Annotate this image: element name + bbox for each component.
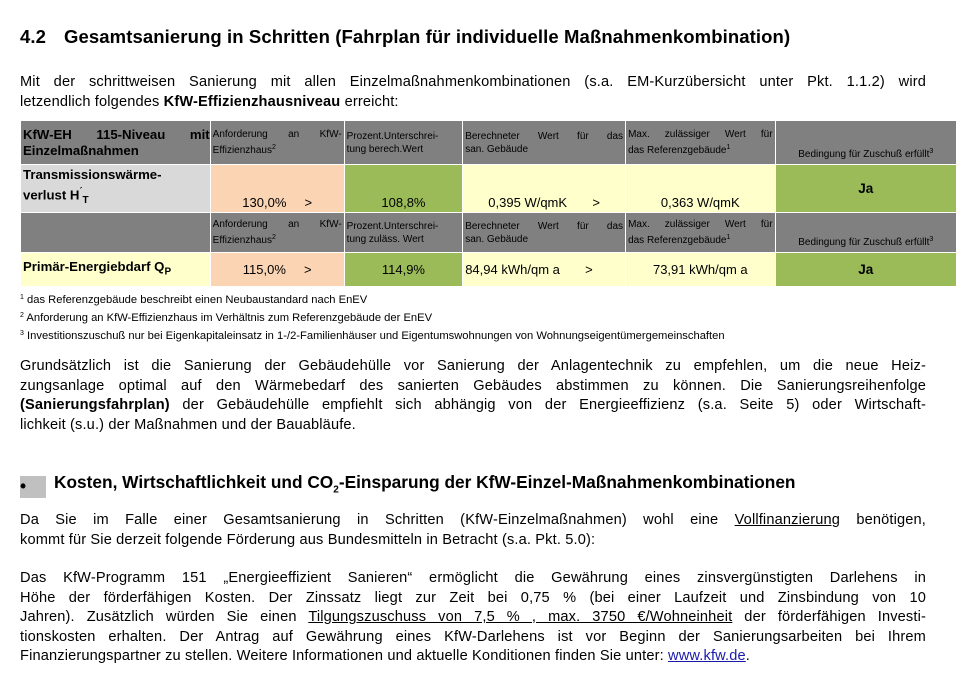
subheader-requirement-line1: Anforderung an KfW- bbox=[212, 219, 342, 230]
para3-text-end: benötigen, bbox=[840, 512, 927, 528]
co2-subscript: 2 bbox=[333, 484, 339, 496]
operator: > bbox=[304, 195, 313, 210]
cell-requirement bbox=[210, 165, 344, 213]
subheader-percent-line1: Prozent.Unterschrei- bbox=[346, 220, 439, 232]
header-max-text: das Referenzgebäude bbox=[628, 145, 727, 156]
footnote-3 bbox=[20, 326, 725, 344]
intro-line-1: Mit der schrittweisen Sanierung mit allen Einzelmaßnahmenkombinationen (s.a. EM-Kurzübersicht unter Pkt. 1.1.2) wird bbox=[20, 74, 926, 90]
footnotes bbox=[20, 290, 725, 344]
para4-text: Jahren). Zusätzlich würden Sie einen bbox=[20, 609, 309, 625]
footnote-mark: 2 bbox=[271, 144, 276, 151]
subheader-requirement bbox=[210, 213, 344, 253]
kfw-efficiency-table bbox=[20, 120, 957, 287]
row-label-sup: ´ bbox=[79, 186, 83, 197]
subheader-requirement-line2 bbox=[213, 231, 342, 247]
header-condition-text: Bedingung für Zuschuß erfüllt bbox=[798, 149, 930, 160]
subheader-condition-text: Bedingung für Zuschuß erfüllt bbox=[798, 237, 930, 248]
kfw-website-link[interactable]: www.kfw.de bbox=[668, 648, 746, 664]
cell-calculated-2 bbox=[463, 253, 626, 287]
footnote-2 bbox=[20, 308, 725, 326]
row-label-line1: Transmissionswärme- bbox=[23, 167, 162, 183]
para4-line-3 bbox=[20, 608, 926, 628]
cell-max: 0,363 W/qmK bbox=[626, 165, 775, 213]
cell-max-2: 73,91 kWh/qm a bbox=[626, 253, 775, 287]
header-percent-line2: tung berech.Wert bbox=[346, 143, 424, 155]
header-max-line2 bbox=[628, 141, 772, 157]
row2-label-sub: P bbox=[164, 266, 172, 278]
cell-condition: Ja bbox=[775, 165, 956, 213]
footnote-text: Anforderung an KfW-Effizienzhaus im Verhältnis zum Referenzgebäude der EnEV bbox=[23, 312, 433, 324]
footnote-mark: 2 bbox=[20, 312, 24, 319]
operator: > bbox=[585, 262, 593, 277]
header-requirement bbox=[210, 121, 344, 165]
para2-line-2: zungsanlage optimal auf den Wärmebedarf des sanierten Gebäudes abstimmen zu können. Die Sanierungsreihenfolge bbox=[20, 377, 926, 394]
para3-text: Da Sie im Falle einer Gesamtsanierung in Schritten (KfW-Einzelmaßnahmen) wohl eine bbox=[20, 512, 735, 528]
subheader-calculated bbox=[463, 213, 626, 253]
table-header-row bbox=[21, 121, 957, 165]
table-row-transmission bbox=[21, 165, 957, 213]
header-requirement-text: Effizienzhaus bbox=[212, 145, 272, 156]
calculated-value: 84,94 kWh/qm a bbox=[465, 262, 560, 277]
table-subheader-row bbox=[21, 213, 957, 253]
header-calculated-line1: Berechneter Wert für das bbox=[465, 130, 624, 142]
header-percent-line1: Prozent.Unterschrei- bbox=[346, 130, 439, 142]
header-requirement-line2 bbox=[213, 141, 342, 157]
header-max-line1: Max. zulässiger Wert für bbox=[628, 129, 773, 140]
header-condition bbox=[775, 121, 956, 165]
cell-condition-2: Ja bbox=[775, 253, 956, 287]
requirement-value: 115,0% bbox=[242, 262, 286, 277]
footnote-mark: 1 bbox=[20, 294, 24, 301]
kfw-level-label: KfW-Effizienzhausniveau bbox=[163, 93, 341, 110]
subheader-empty-cell bbox=[21, 213, 211, 253]
subheader-percent-line2: tung zuläss. Wert bbox=[346, 233, 424, 245]
row2-label-text: Primär-Energiebdarf Q bbox=[23, 258, 165, 274]
para4-line-5 bbox=[20, 647, 926, 667]
footnote-text: Investitionszuschuß nur bei Eigenkapitaleinsatz in 1-/2-Familienhäuser und Eigentumswohnungen von Wohnungseigentümergemeinschaften bbox=[23, 330, 725, 342]
para3-line-2: kommt für Sie derzeit folgende Förderung aus Bundesmitteln in Betracht (s.a. Pkt. 5.0): bbox=[20, 531, 596, 548]
header-max bbox=[626, 121, 775, 165]
footnote-mark: 1 bbox=[726, 234, 731, 241]
subheader-percent-allowed bbox=[344, 213, 463, 253]
footnote-mark: 1 bbox=[726, 144, 731, 151]
subheader-condition bbox=[775, 213, 956, 253]
para4-line-4: tionskosten erhalten. Der Antrag auf Gewährung eines KfW-Darlehens ist vor Beginn der Sanierungsarbeiten bei Ihrem bbox=[20, 628, 926, 645]
row-label-sub: T bbox=[82, 195, 89, 207]
header-percent-calc bbox=[344, 121, 463, 165]
full-financing-term: Vollfinanzierung bbox=[734, 512, 841, 528]
table-title-line1: KfW-EH 115-Niveau mit bbox=[23, 126, 210, 142]
section-title: Gesamtsanierung in Schritten (Fahrplan für individuelle Maßnahmenkombination) bbox=[64, 26, 791, 47]
para2-line-1: Grundsätzlich ist die Sanierung der Gebäudehülle vor Sanierung der Anlagentechnik zu empfehlen, um die neue Heiz- bbox=[20, 358, 926, 374]
para4-line-2: Höhe der förderfähigen Kosten. Der Zinssatz liegt zur Zeit bei 0,75 % (bei einer Laufzeit und Zinsbindung von 10 bbox=[20, 589, 926, 606]
bullet-icon: • bbox=[20, 476, 27, 496]
para4-line5-text: Finanzierungspartner zu stellen. Weitere Informationen und aktuelle Konditionen finden Sie unter: bbox=[20, 648, 669, 664]
cell-calculated bbox=[463, 165, 626, 213]
section-number: 4.2 bbox=[20, 26, 47, 47]
footnote-text: das Referenzgebäude beschreibt einen Neubaustandard nach EnEV bbox=[23, 294, 368, 306]
row-label-line2 bbox=[23, 183, 210, 209]
section-heading bbox=[20, 26, 790, 48]
footnote-1 bbox=[20, 290, 725, 308]
repayment-subsidy-term: Tilgungszuschuss von 7,5 % , max. 3750 €/Wohneinheit bbox=[308, 609, 733, 625]
renovation-paragraph bbox=[20, 357, 926, 435]
requirement-value: 130,0% bbox=[242, 195, 287, 210]
financing-paragraph bbox=[20, 511, 926, 550]
operator: > bbox=[592, 195, 600, 210]
row-label-transmission bbox=[21, 165, 211, 213]
cell-percent: 108,8% bbox=[344, 165, 463, 213]
operator: > bbox=[303, 262, 312, 277]
para4-line5-end: . bbox=[745, 648, 750, 664]
para2-line-3 bbox=[20, 396, 926, 416]
para4-line-1: Das KfW-Programm 151 „Energieeffizient Sanieren“ ermöglicht die Gewährung eines zinsvergünstigten Darlehens in bbox=[20, 570, 926, 586]
costs-section-heading bbox=[20, 472, 796, 498]
kfw-program-paragraph bbox=[20, 569, 926, 667]
bullet-marker bbox=[20, 476, 46, 498]
table-title-line2: Einzelmaßnahmen bbox=[23, 142, 139, 158]
footnote-mark: 3 bbox=[20, 330, 24, 337]
footnote-mark: 3 bbox=[929, 148, 934, 155]
para4-text-end: der förderfähigen Investi- bbox=[732, 609, 926, 625]
table-row-primary-energy bbox=[21, 253, 957, 287]
renovation-plan-term: (Sanierungsfahrplan) bbox=[20, 397, 170, 413]
para2-line-3-text: der Gebäudehülle empfiehlt sich abhängig von der Energieeffizienz (s.a. Seite 5) oder Wirtschaft- bbox=[169, 397, 926, 413]
header-calculated bbox=[463, 121, 626, 165]
intro-text: letzendlich folgendes bbox=[20, 93, 164, 110]
footnote-mark: 2 bbox=[271, 234, 276, 241]
footnote-mark: 3 bbox=[929, 236, 934, 243]
para3-line-1 bbox=[20, 511, 926, 531]
header-requirement-line1: Anforderung an KfW- bbox=[212, 129, 342, 140]
cell-percent-2: 114,9% bbox=[344, 253, 463, 287]
costs-title-text: Kosten, Wirtschaftlichkeit und CO bbox=[54, 472, 334, 492]
subheader-calculated-line1: Berechneter Wert für das bbox=[465, 220, 624, 232]
subheader-requirement-text: Effizienzhaus bbox=[212, 235, 272, 246]
intro-line-2 bbox=[20, 93, 926, 113]
table-title-cell bbox=[21, 121, 211, 165]
cell-requirement-2 bbox=[210, 253, 344, 287]
subheader-calculated-line2: san. Gebäude bbox=[465, 233, 529, 245]
costs-title-text-end: -Einsparung der KfW-Einzel-Maßnahmenkombinationen bbox=[338, 472, 796, 492]
row-label-primary-energy bbox=[21, 253, 211, 287]
intro-paragraph bbox=[20, 73, 926, 112]
para2-line-4: lichkeit (s.u.) der Maßnahmen und der Bauabläufe. bbox=[20, 416, 356, 433]
calculated-value: 0,395 W/qmK bbox=[488, 195, 568, 210]
subheader-max-line1: Max. zulässiger Wert für bbox=[628, 219, 773, 230]
subheader-max-text: das Referenzgebäude bbox=[628, 235, 727, 246]
header-calculated-line2: san. Gebäude bbox=[465, 143, 529, 155]
intro-text-end: erreicht: bbox=[340, 93, 399, 110]
row-label-text: verlust H bbox=[23, 187, 80, 203]
subheader-max bbox=[626, 213, 775, 253]
subheader-max-line2 bbox=[628, 231, 772, 247]
